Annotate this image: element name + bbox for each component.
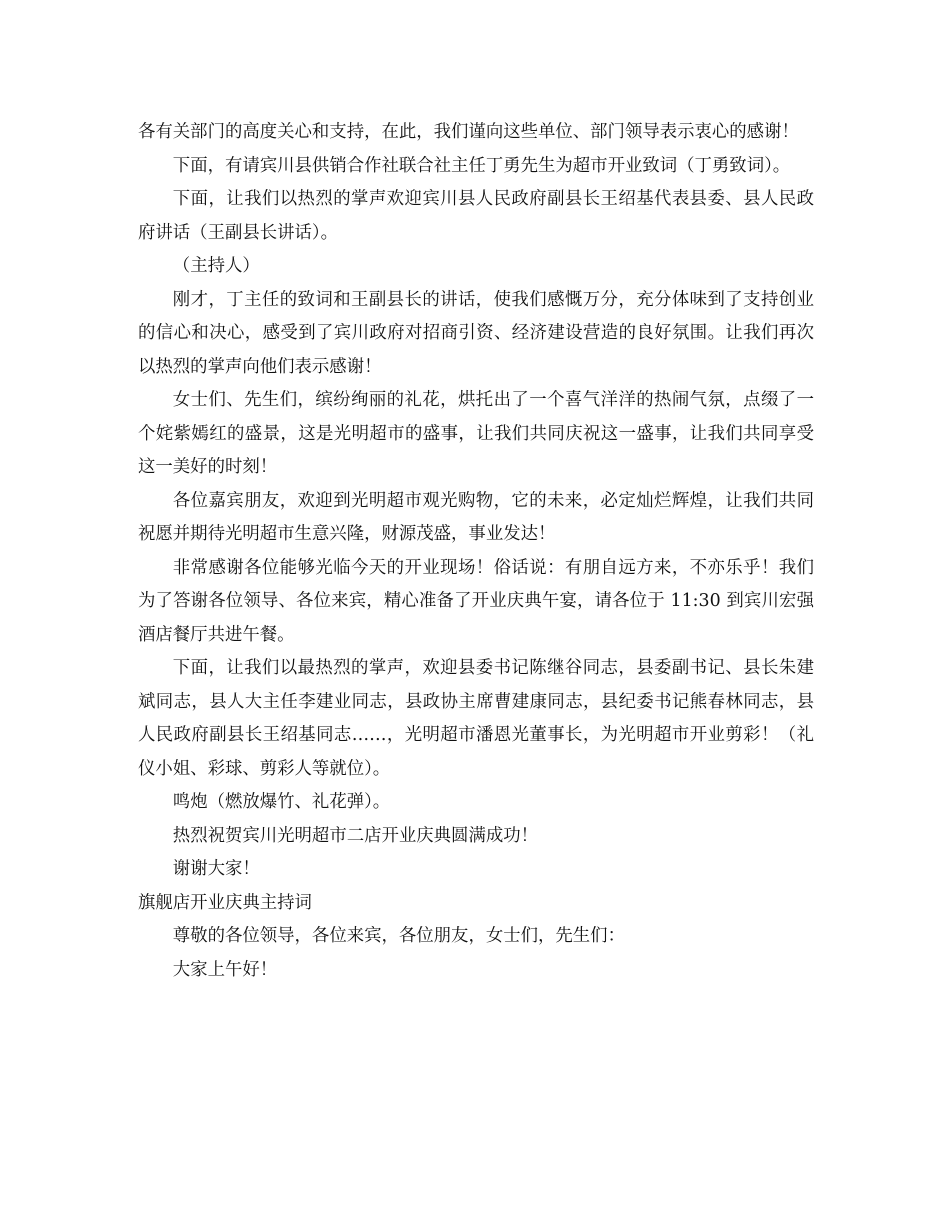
paragraph: 谢谢大家！ bbox=[172, 859, 260, 879]
paragraph: 非常感谢各位能够光临今天的开业现场！俗话说：有朋自远方来，不亦乐乎！我们为了答谢各位领导、各位来宾，精心准备了开业庆典午宴，请各位于 11:30 到宾川宏强酒店餐厅共进午餐。 bbox=[138, 557, 814, 645]
paragraph: 尊敬的各位领导，各位来宾，各位朋友，女士们，先生们： bbox=[172, 926, 625, 946]
paragraph: 热烈祝贺宾川光明超市二店开业庆典圆满成功！ bbox=[172, 825, 539, 846]
section-heading: 旗舰店开业庆典主持词 bbox=[138, 892, 312, 913]
paragraph: （主持人） bbox=[172, 256, 260, 276]
paragraph: 下面，让我们以最热烈的掌声，欢迎县委书记陈继谷同志，县委副书记、县长朱建斌同志，县人大主任李建业同志，县政协主席曹建康同志，县纪委书记熊春林同志，县人民政府副县长王绍基同志……，光明超市潘恩光董事长，为光明超市开业剪彩！（礼仪小姐、彩球、剪彩人等就位）。 bbox=[138, 658, 814, 779]
paragraph: 各有关部门的高度关心和支持，在此，我们谨向这些单位、部门领导表示衷心的感谢！ bbox=[138, 122, 799, 142]
paragraph: 各位嘉宾朋友，欢迎到光明超市观光购物，它的未来，必定灿烂辉煌，让我们共同祝愿并期待光明超市生意兴隆，财源茂盛，事业发达！ bbox=[138, 490, 814, 544]
paragraph: 女士们、先生们，缤纷绚丽的礼花，烘托出了一个喜气洋洋的热闹气氛，点缀了一个姹紫嫣红的盛景，这是光明超市的盛事，让我们共同庆祝这一盛事，让我们共同享受这一美好的时刻！ bbox=[138, 390, 814, 477]
paragraph: 下面，有请宾川县供销合作社联合社主任丁勇先生为超市开业致词（丁勇致词）。 bbox=[172, 155, 791, 176]
document-body bbox=[138, 116, 814, 987]
paragraph: 下面，让我们以热烈的掌声欢迎宾川县人民政府副县长王绍基代表县委、县人民政府讲话（王副县长讲话）。 bbox=[138, 189, 814, 243]
paragraph: 刚才，丁主任的致词和王副县长的讲话，使我们感慨万分，充分体味到了支持创业的信心和决心，感受到了宾川政府对招商引资、经济建设营造的良好氛围。让我们再次以热烈的掌声向他们表示感谢！ bbox=[138, 289, 814, 377]
paragraph: 大家上午好！ bbox=[172, 959, 278, 980]
paragraph: 鸣炮（燃放爆竹、礼花弹）。 bbox=[172, 792, 391, 812]
